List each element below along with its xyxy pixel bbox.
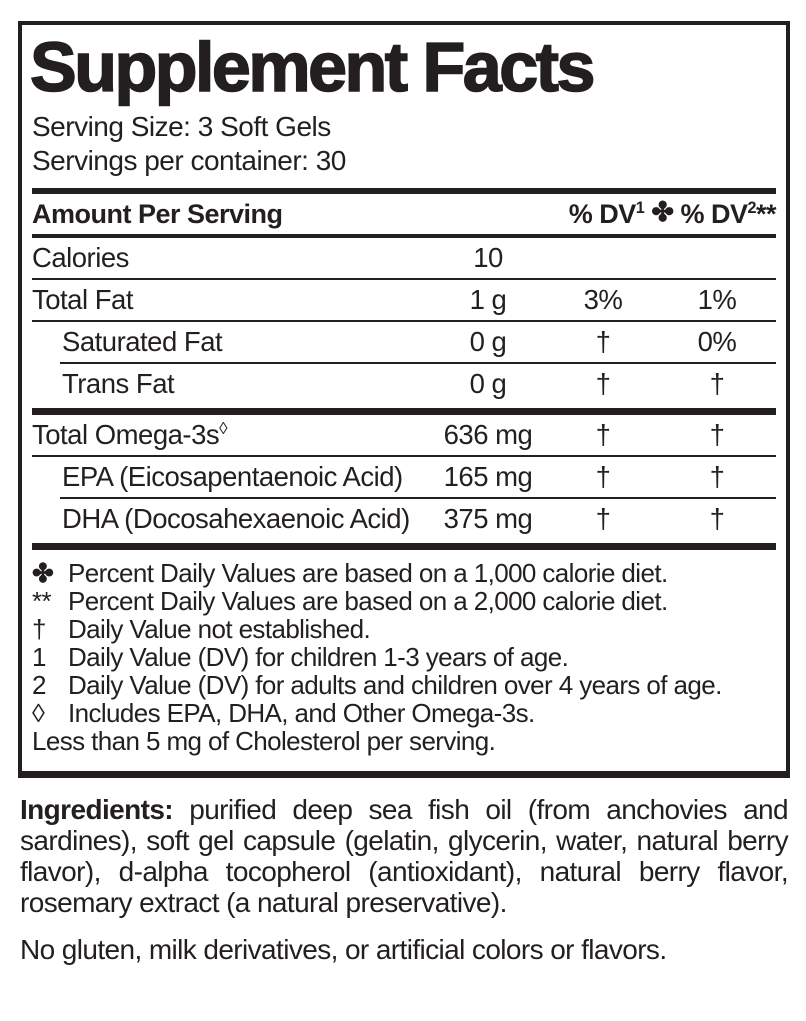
dv2-double-asterisk: **	[755, 198, 776, 229]
footnote-text: Less than 5 mg of Cholesterol per serving.	[32, 726, 496, 756]
nutrient-dv2: †	[709, 461, 725, 492]
nutrient-amount: 165 mg	[443, 461, 533, 492]
nutrient-name: DHA (Docosahexaenoic Acid)	[62, 503, 410, 534]
footnote-marker-2: 2	[32, 670, 46, 700]
serving-size-text: Serving Size: 3 Soft Gels	[32, 111, 331, 142]
nutrient-dv1: †	[595, 368, 611, 399]
footnote-marker-1: 1	[32, 642, 46, 672]
dv2-superscript: 2	[747, 198, 756, 217]
nutrient-dv2: 0%	[697, 326, 737, 357]
ingredients-lead: Ingredients:	[20, 794, 174, 825]
footnote-marker-four-petal-asterisk-icon: ✤	[32, 558, 54, 588]
footnote-marker-double-asterisk: **	[32, 586, 52, 616]
lozenge-symbol-icon: ◊	[219, 418, 228, 438]
nutrient-dv2: 1%	[697, 284, 737, 315]
nutrient-row-saturated-fat	[32, 322, 776, 362]
divider-thick-omega	[32, 408, 776, 415]
supplement-facts-title: Supplement Facts	[30, 28, 593, 106]
nutrient-amount: 1 g	[469, 284, 507, 315]
footnote-line	[32, 727, 776, 755]
divider-thick-footnotes	[32, 543, 776, 550]
nutrient-dv1: 3%	[583, 284, 623, 315]
nutrient-row-total-omega3s	[32, 415, 776, 455]
nutrient-row-calories	[32, 238, 776, 278]
nutrient-dv2: †	[709, 419, 725, 450]
four-petal-asterisk-icon: ✤	[651, 196, 674, 227]
nutrient-row-epa	[32, 457, 776, 497]
footnote-line	[32, 643, 776, 671]
footnote-marker-lozenge-icon: ◊	[32, 698, 45, 728]
percent-dv-header	[568, 196, 776, 230]
nutrient-name: Total Omega-3s	[32, 419, 220, 451]
nutrient-row-trans-fat	[32, 364, 776, 404]
footnote-text: Daily Value (DV) for adults and children over 4 years of age.	[68, 670, 722, 700]
servings-per-container-text: Servings per container: 30	[32, 145, 346, 176]
nutrient-name: Trans Fat	[62, 368, 175, 399]
nutrient-name: EPA (Eicosapentaenoic Acid)	[62, 461, 403, 492]
footnote-text: Daily Value (DV) for children 1-3 years of age.	[68, 642, 569, 672]
nutrient-dv1: †	[595, 461, 611, 492]
nutrient-name: Saturated Fat	[62, 326, 223, 357]
footnote-line	[32, 615, 776, 643]
nutrient-name: Total Fat	[32, 284, 133, 315]
nutrient-amount: 0 g	[469, 368, 507, 399]
nutrient-row-dha	[32, 499, 776, 539]
footnote-marker-dagger-icon: †	[32, 614, 46, 644]
dv1-superscript: 1	[635, 198, 645, 217]
amount-per-serving-header: Amount Per Serving	[32, 198, 283, 229]
nutrient-amount: 636 mg	[443, 419, 533, 450]
footnote-line	[32, 699, 776, 727]
footnote-line	[32, 587, 776, 615]
footnote-line	[32, 671, 776, 699]
nutrient-name: Calories	[32, 242, 129, 273]
footnote-text: Includes EPA, DHA, and Other Omega-3s.	[68, 698, 535, 728]
dv2-header-label: % DV	[680, 198, 748, 229]
nutrient-dv2: †	[709, 368, 725, 399]
ingredients-text: purified deep sea fish oil (from anchovies and sardines), soft gel capsule (gelatin, glycerin, water, natural berry flavor), d-alpha tocopherol (antioxidant), natural berry flavor, rosemary extract (a natural preservative).	[20, 794, 788, 918]
column-header-row	[32, 194, 776, 234]
nutrient-dv1: †	[595, 326, 611, 357]
allergen-statement: No gluten, milk derivatives, or artificial colors or flavors.	[20, 934, 667, 965]
nutrient-amount: 0 g	[469, 326, 507, 357]
nutrient-row-total-fat	[32, 280, 776, 320]
nutrient-amount: 10	[473, 242, 503, 273]
footnote-text: Percent Daily Values are based on a 1,000 calorie diet.	[68, 558, 668, 588]
nutrient-dv2: †	[709, 503, 725, 534]
footnote-text: Percent Daily Values are based on a 2,000 calorie diet.	[68, 586, 668, 616]
nutrient-amount: 375 mg	[443, 503, 533, 534]
footnote-text: Daily Value not established.	[68, 614, 371, 644]
nutrient-dv1: †	[595, 503, 611, 534]
nutrient-dv1: †	[595, 419, 611, 450]
supplement-facts-panel	[18, 21, 790, 778]
footnotes-section	[32, 550, 776, 757]
ingredients-paragraph	[20, 794, 788, 918]
dv1-header-label: % DV	[568, 198, 636, 229]
footnote-line	[32, 559, 776, 587]
